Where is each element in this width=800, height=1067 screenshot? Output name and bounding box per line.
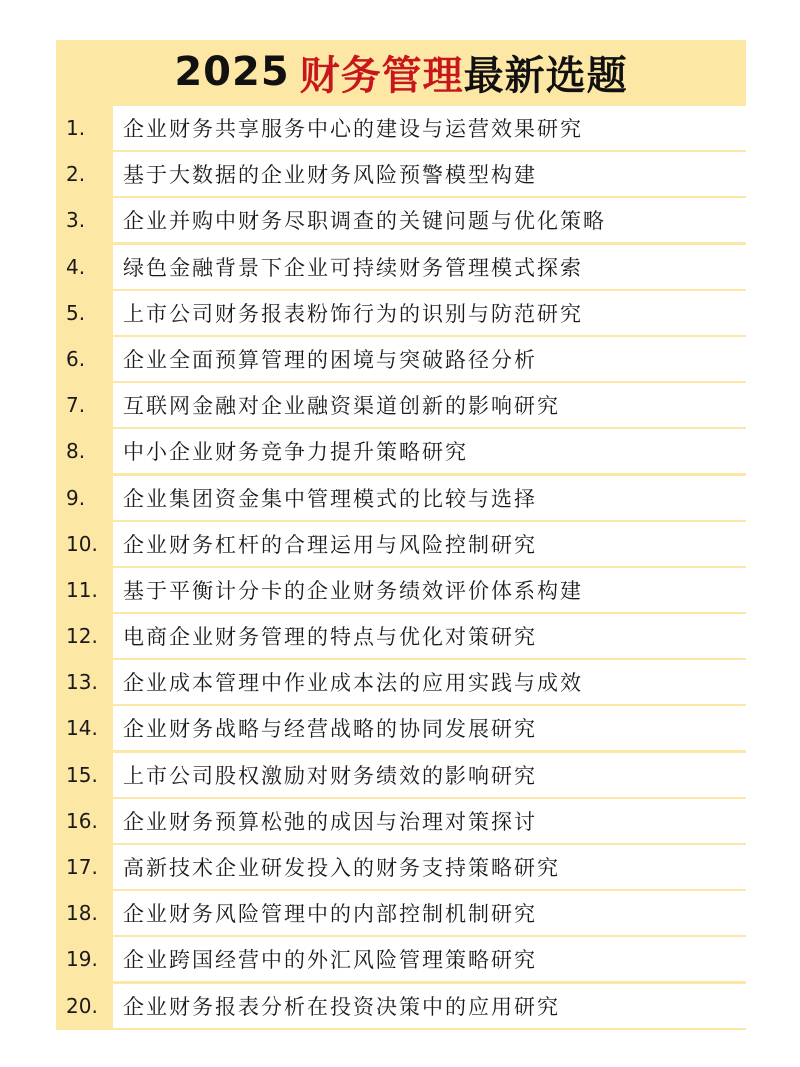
item-number: 10. (66, 531, 98, 556)
item-text: 企业并购中财务尽职调查的关键问题与优化策略 (113, 198, 746, 242)
item-number: 4. (66, 254, 86, 279)
list-item (56, 198, 746, 244)
list-item (56, 106, 746, 152)
item-number: 6. (66, 346, 86, 371)
item-text: 企业财务杠杆的合理运用与风险控制研究 (113, 522, 746, 566)
item-text: 电商企业财务管理的特点与优化对策研究 (113, 614, 746, 658)
item-number: 19. (66, 947, 98, 972)
item-number: 9. (66, 485, 86, 510)
item-text: 企业全面预算管理的困境与突破路径分析 (113, 337, 746, 381)
item-number: 20. (66, 993, 98, 1018)
list-item (56, 522, 746, 568)
item-number: 16. (66, 808, 98, 833)
item-text: 中小企业财务竞争力提升策略研究 (113, 429, 746, 473)
item-number: 5. (66, 300, 86, 325)
list-item (56, 614, 746, 660)
item-text: 上市公司财务报表粉饰行为的识别与防范研究 (113, 291, 746, 335)
list-item (56, 383, 746, 429)
list-item (56, 291, 746, 337)
list-item (56, 845, 746, 891)
list-item (56, 706, 746, 752)
item-number: 13. (66, 670, 98, 695)
list-item (56, 753, 746, 799)
item-text: 企业成本管理中作业成本法的应用实践与成效 (113, 660, 746, 704)
item-text: 基于大数据的企业财务风险预警模型构建 (113, 152, 746, 196)
item-number: 18. (66, 901, 98, 926)
list-item (56, 937, 746, 983)
list-item (56, 891, 746, 937)
item-number: 1. (66, 116, 86, 140)
list-item (56, 245, 746, 291)
item-text: 企业财务预算松弛的成因与治理对策探讨 (113, 799, 746, 843)
item-number: 2. (66, 162, 86, 187)
topic-sheet (56, 40, 746, 1030)
list-item (56, 660, 746, 706)
item-text: 绿色金融背景下企业可持续财务管理模式探索 (113, 245, 746, 289)
item-number: 8. (66, 439, 86, 464)
item-number: 11. (66, 577, 98, 602)
item-text: 互联网金融对企业融资渠道创新的影响研究 (113, 383, 746, 427)
list-item (56, 476, 746, 522)
title-rest: 最新选题 (463, 52, 628, 99)
title-year: 2025 (174, 49, 290, 95)
item-number: 15. (66, 762, 98, 787)
list-item (56, 984, 746, 1030)
item-number: 12. (66, 624, 98, 649)
item-number: 14. (66, 716, 98, 741)
page-title (56, 40, 746, 104)
item-number: 7. (66, 393, 86, 418)
title-accent: 财务管理 (299, 52, 464, 99)
list-item (56, 568, 746, 614)
item-text: 企业集团资金集中管理模式的比较与选择 (113, 476, 746, 520)
item-text: 上市公司股权激励对财务绩效的影响研究 (113, 753, 746, 797)
item-text: 高新技术企业研发投入的财务支持策略研究 (113, 845, 746, 889)
item-text: 企业跨国经营中的外汇风险管理策略研究 (113, 937, 746, 981)
item-number: 17. (66, 855, 98, 879)
item-text: 企业财务战略与经营战略的协同发展研究 (113, 706, 746, 750)
list-item (56, 337, 746, 383)
list-item (56, 429, 746, 475)
list-item (56, 152, 746, 198)
item-number: 3. (66, 208, 86, 233)
item-text: 企业财务风险管理中的内部控制机制研究 (113, 891, 746, 935)
item-text: 企业财务共享服务中心的建设与运营效果研究 (113, 106, 746, 150)
list-item (56, 799, 746, 845)
item-text: 企业财务报表分析在投资决策中的应用研究 (113, 984, 746, 1028)
topic-list (56, 106, 746, 1030)
item-text: 基于平衡计分卡的企业财务绩效评价体系构建 (113, 568, 746, 612)
